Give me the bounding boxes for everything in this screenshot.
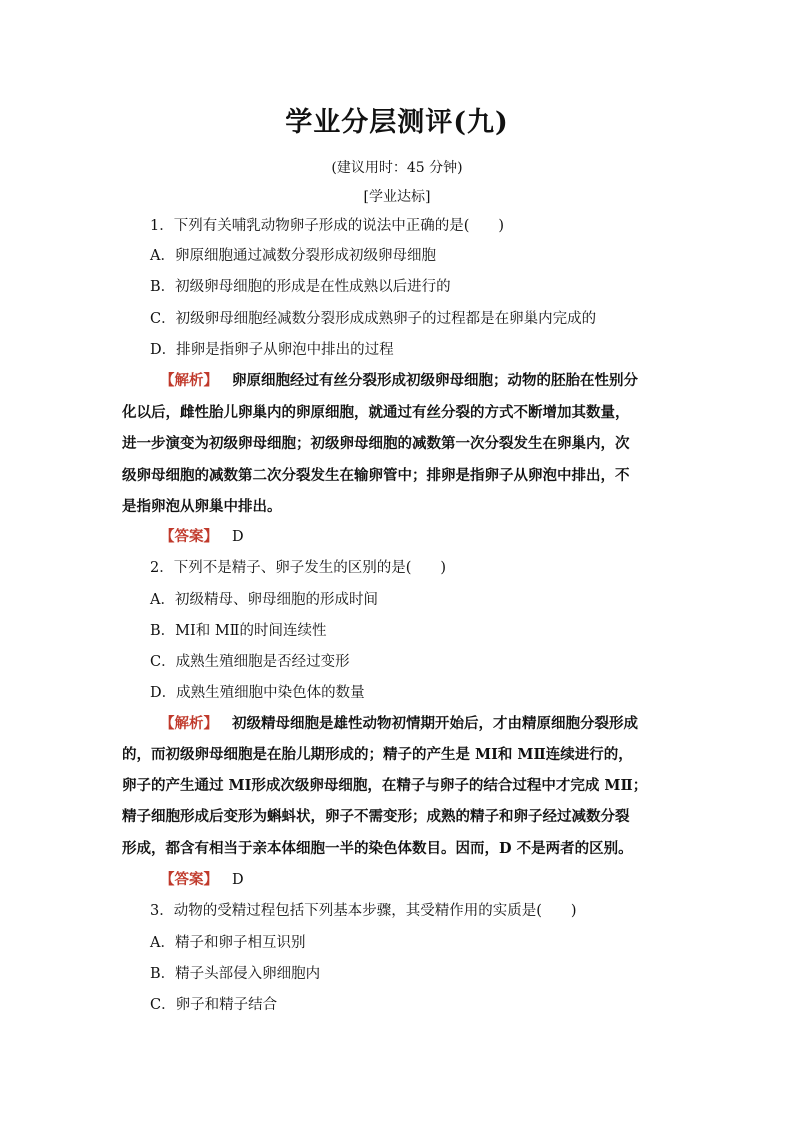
question-1-analysis-line: 级卵母细胞的减数第二次分裂发生在输卵管中；排卵是指卵子从卵泡中排出，不 [122, 467, 630, 484]
section-heading: [学业达标] [363, 189, 431, 205]
question-1-option-c: C．初级卵母细胞经减数分裂形成成熟卵子的过程都是在卵巢内完成的 [150, 311, 597, 327]
analysis-tag: 【解析】 [160, 372, 218, 389]
question-3-option-b: B．精子头部侵入卵细胞内 [150, 966, 321, 982]
question-1-analysis-line: 【解析】 卵原细胞经过有丝分裂形成初级卵母细胞；动物的胚胎在性别分 [160, 372, 638, 389]
question-2-option-c: C．成熟生殖细胞是否经过变形 [150, 654, 350, 670]
question-2-stem: 2．下列不是精子、卵子发生的区别的是( ) [150, 560, 447, 576]
question-1-answer [160, 527, 690, 547]
question-1-option-d: D．排卵是指卵子从卵泡中排出的过程 [150, 342, 394, 358]
question-1-option-b: B．初级卵母细胞的形成是在性成熟以后进行的 [150, 279, 451, 295]
analysis-tag: 【解析】 [160, 715, 218, 732]
question-3-option-a: A．精子和卵子相互识别 [150, 935, 306, 951]
page-title: 学业分层测评(九) [285, 107, 509, 138]
question-1-analysis-line: 化以后，雌性胎儿卵巢内的卵原细胞，就通过有丝分裂的方式不断增加其数量， [122, 404, 630, 421]
question-1-option-a: A．卵原细胞通过减数分裂形成初级卵母细胞 [150, 248, 436, 264]
question-1-analysis-line: 是指卵泡从卵巢中排出。 [122, 498, 282, 515]
question-2-analysis-line: 形成，都含有相当于亲本体细胞一半的染色体数目。因而，D 不是两者的区别。 [122, 840, 633, 857]
question-3-option-c: C．卵子和精子结合 [150, 997, 278, 1013]
answer-tag: 【答案】 [160, 528, 218, 545]
question-2-analysis-line: 精子细胞形成后变形为蝌蚪状，卵子不需变形；成熟的精子和卵子经过减数分裂 [122, 808, 630, 825]
answer-value: D [232, 529, 244, 545]
question-1-stem: 1．下列有关哺乳动物卵子形成的说法中正确的是( ) [150, 218, 505, 234]
question-2-analysis-line: 的，而初级卵母细胞是在胎儿期形成的；精子的产生是 MⅠ和 MⅡ连续进行的， [122, 746, 633, 763]
question-2-option-d: D．成熟生殖细胞中染色体的数量 [150, 685, 365, 701]
time-suggestion: (建议用时：45 分钟) [331, 160, 463, 176]
question-1-analysis-line: 进一步演变为初级卵母细胞；初级卵母细胞的减数第一次分裂发生在卵巢内，次 [122, 435, 630, 452]
question-2-analysis-line: 【解析】 初级精母细胞是雄性动物初情期开始后，才由精原细胞分裂形成 [160, 715, 638, 732]
answer-tag: 【答案】 [160, 871, 218, 888]
question-2-option-a: A．初级精母、卵母细胞的形成时间 [150, 592, 378, 608]
answer-value: D [232, 872, 244, 888]
question-2-analysis-line: 卵子的产生通过 MⅠ形成次级卵母细胞，在精子与卵子的结合过程中才完成 MⅡ； [122, 777, 648, 794]
question-3-stem: 3．动物的受精过程包括下列基本步骤，其受精作用的实质是( ) [150, 903, 577, 919]
question-2-answer [160, 870, 690, 890]
question-2-option-b: B．MⅠ和 MⅡ的时间连续性 [150, 623, 327, 639]
